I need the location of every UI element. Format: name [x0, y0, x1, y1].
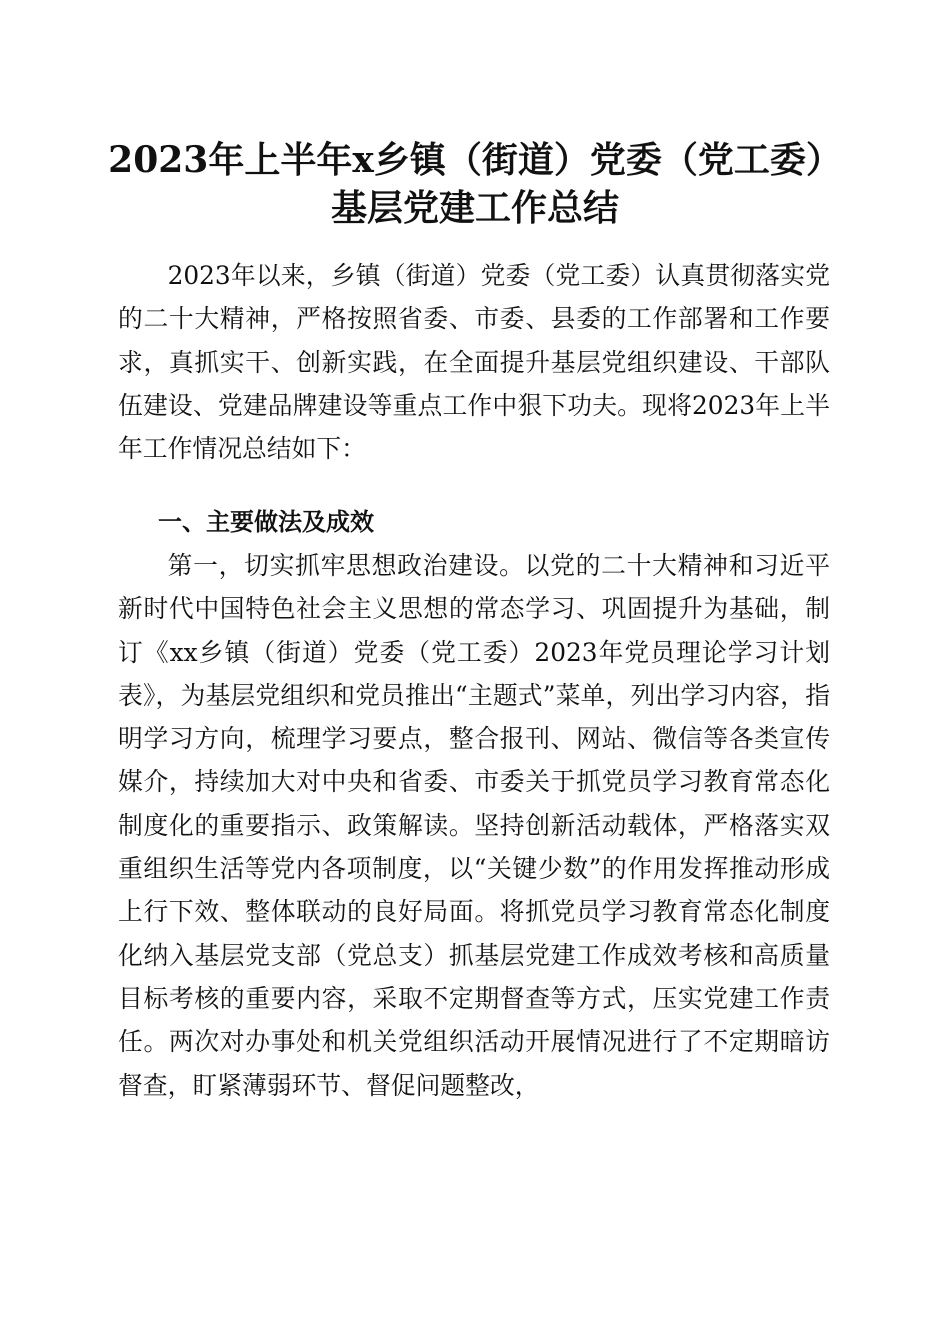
- section-heading: 一、主要做法及成效: [158, 508, 374, 536]
- document-title-line-1: 2023年上半年x乡镇（街道）党委（党工委）: [108, 139, 842, 181]
- document-title-line-2: 基层党建工作总结: [330, 187, 619, 229]
- section-paragraph: 第一，切实抓牢思想政治建设。以党的二十大精神和习近平新时代中国特色社会主义思想的常态学习、巩固提升为基础，制订《xx乡镇（街道）党委（党工委）2023年党员理论学习计划表》，为基层党组织和党员推出“主题式”菜单，列出学习内容，指明学习方向，梳理学习要点，整合报刊、网站、微信等各类宣传媒介，持续加大对中央和省委、市委关于抓党员学习教育常态化制度化的重要指示、政策解读。坚持创新活动载体，严格落实双重组织生活等党内各项制度，以“关键少数”的作用发挥推动形成上行下效、整体联动的良好局面。将抓党员学习教育常态化制度化纳入基层党支部（党总支）抓基层党建工作成效考核和高质量目标考核的重要内容，采取不定期督查等方式，压实党建工作责任。两次对办事处和机关党组织活动开展情况进行了不定期暗访督查，盯紧薄弱环节、督促问题整改，: [118, 551, 830, 1100]
- intro-paragraph: 2023年以来，乡镇（街道）党委（党工委）认真贯彻落实党的二十大精神，严格按照省委、市委、县委的工作部署和工作要求，真抓实干、创新实践，在全面提升基层党组织建设、干部队伍建设、党建品牌建设等重点工作中狠下功夫。现将2023年上半年工作情况总结如下：: [118, 261, 830, 464]
